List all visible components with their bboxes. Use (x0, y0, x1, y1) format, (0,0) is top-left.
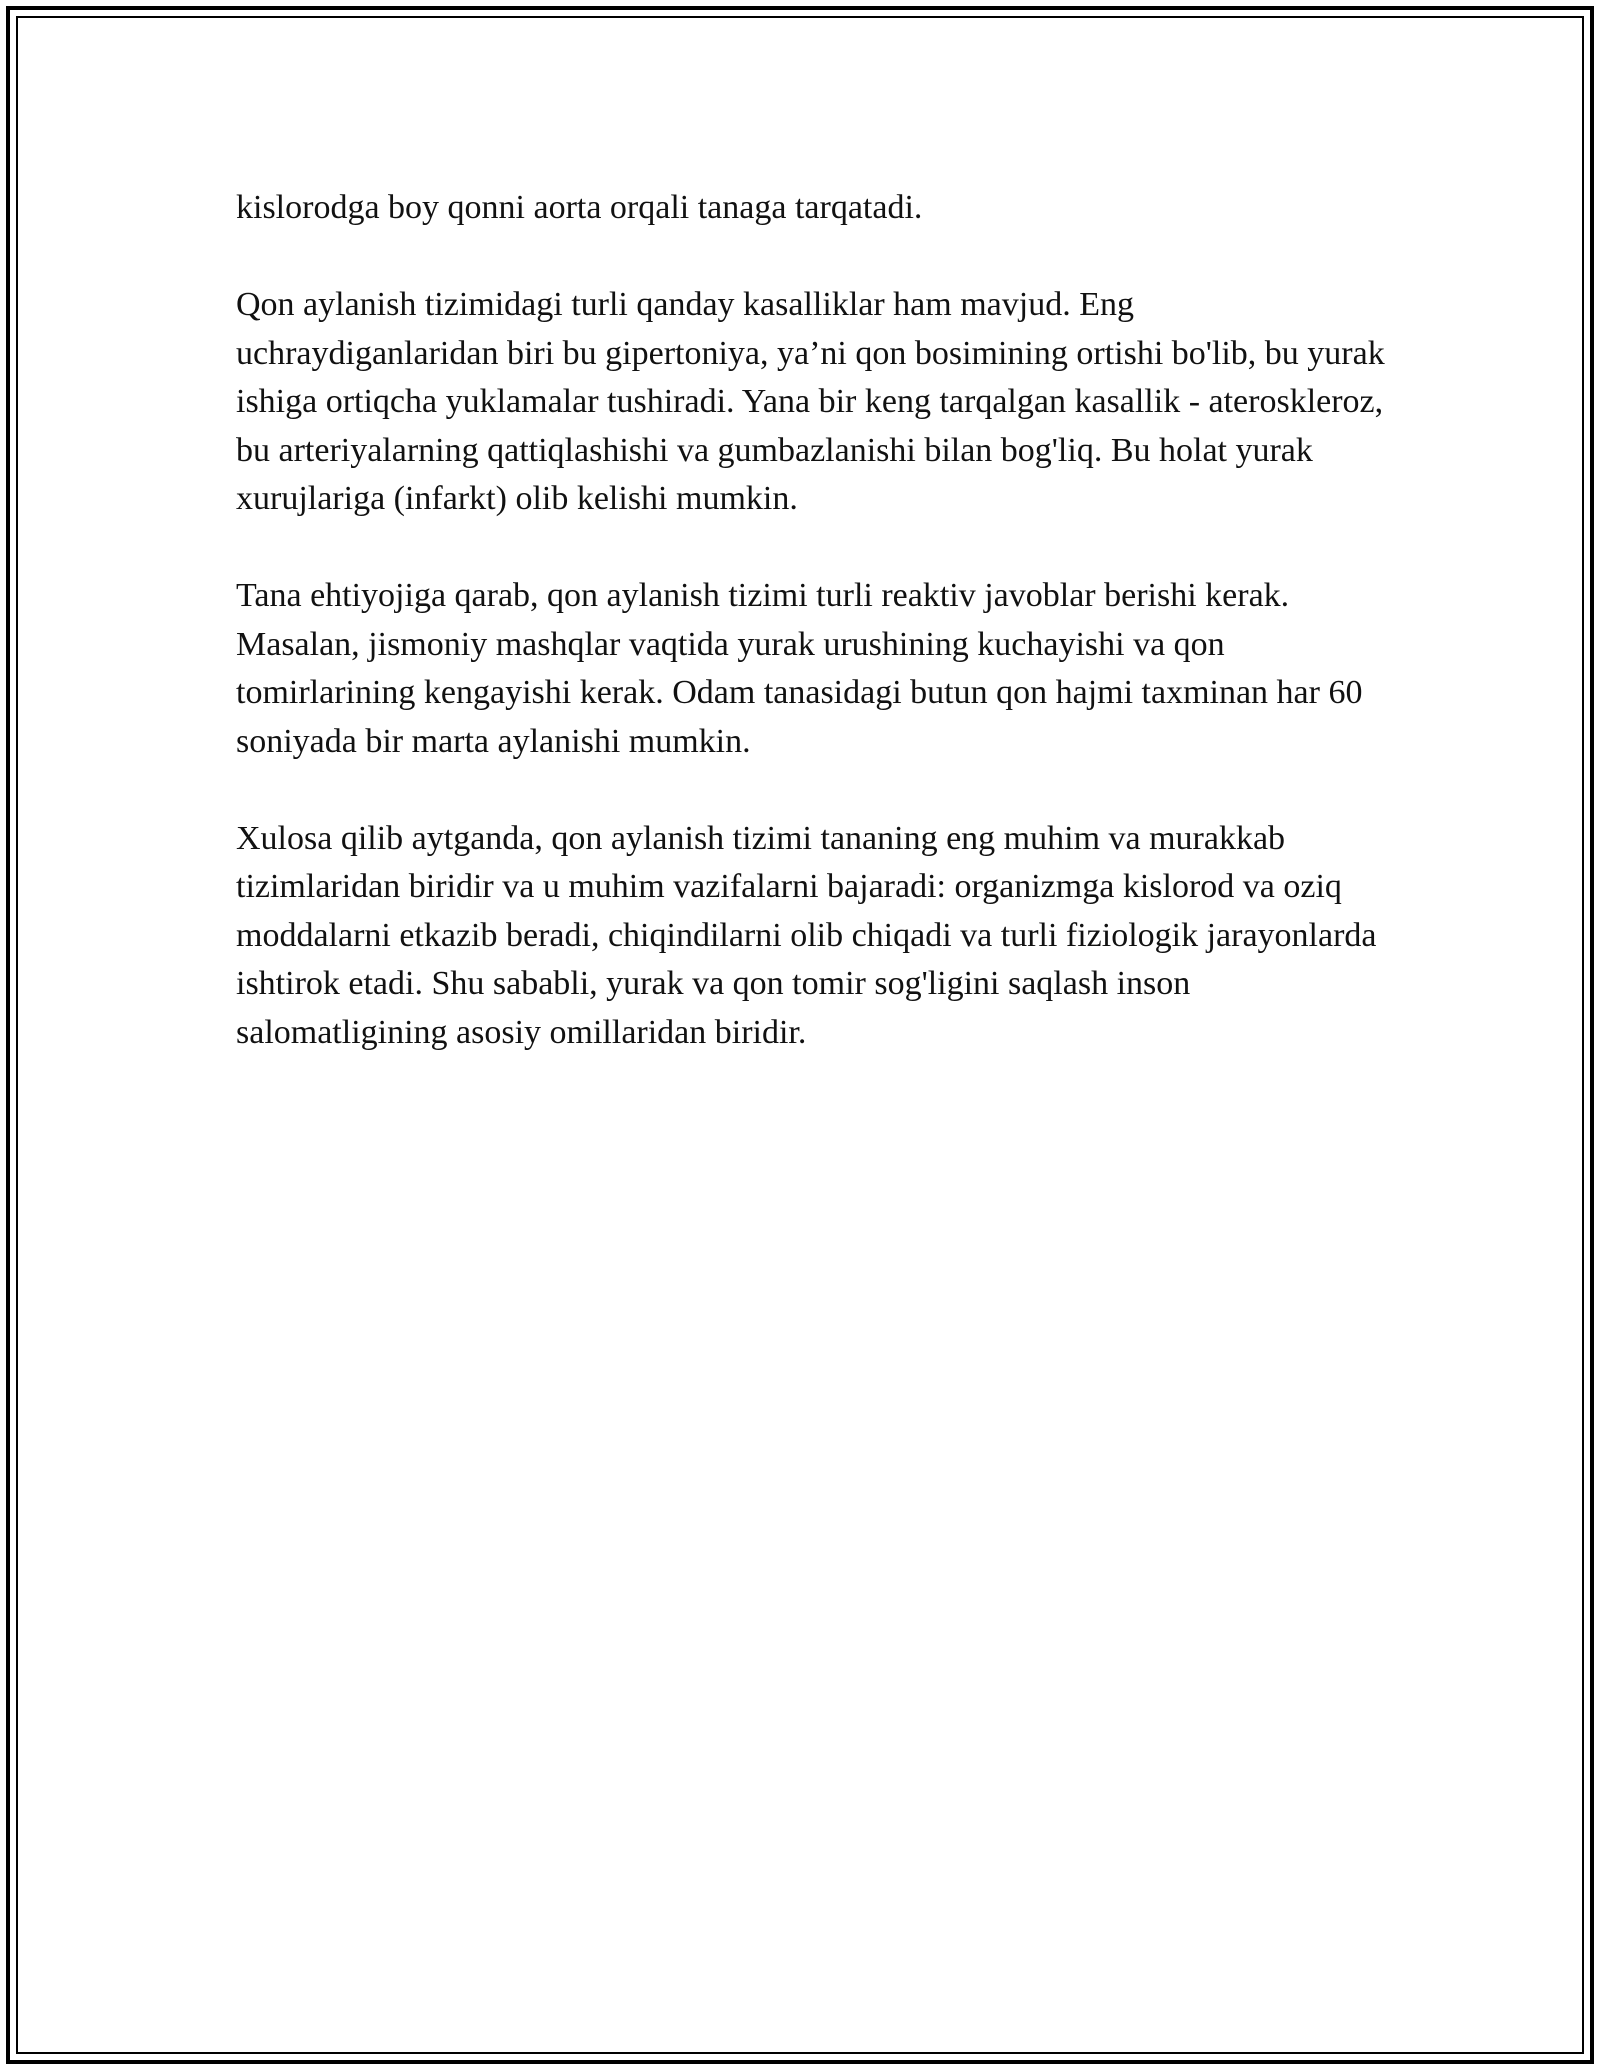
paragraph-2: Qon aylanish tizimidagi turli qanday kasalliklar ham mavjud. Eng uchraydiganlaridan biri bu gipertoniya, ya’ni qon bosimining ortishi bo'lib, bu yurak ishiga ortiqcha yuklamalar tushiradi. Yana bir keng tarqalgan kasallik - ateroskleroz, bu arteriyalarning qattiqlashishi va gumbazlanishi bilan bog'liq. Bu holat yurak xurujlariga (infarkt) olib kelishi mumkin. (236, 286, 1385, 517)
paragraph-4: Xulosa qilib aytganda, qon aylanish tizimi tananing eng muhim va murakkab tizimlaridan biridir va u muhim vazifalarni bajaradi: organizmga kislorod va oziq moddalarni etkazib beradi, chiqindilarni olib chiqadi va turli fiziologik jarayonlarda ishtirok etadi. Shu sababli, yurak va qon tomir sog'ligini saqlash inson salomatligining asosiy omillaridan biridir. (236, 819, 1377, 1051)
paragraph-1: kislorodga boy qonni aorta orqali tanaga tarqatadi. (236, 189, 923, 226)
paragraph-3: Tana ehtiyojiga qarab, qon aylanish tizimi turli reaktiv javoblar berishi kerak. Masalan, jismoniy mashqlar vaqtida yurak urushining kuchayishi va qon tomirlarining kengayishi kerak. Odam tanasidagi butun qon hajmi taxminan har 60 soniyada bir marta aylanishi mumkin. (236, 577, 1363, 760)
document-body (236, 184, 1396, 1057)
